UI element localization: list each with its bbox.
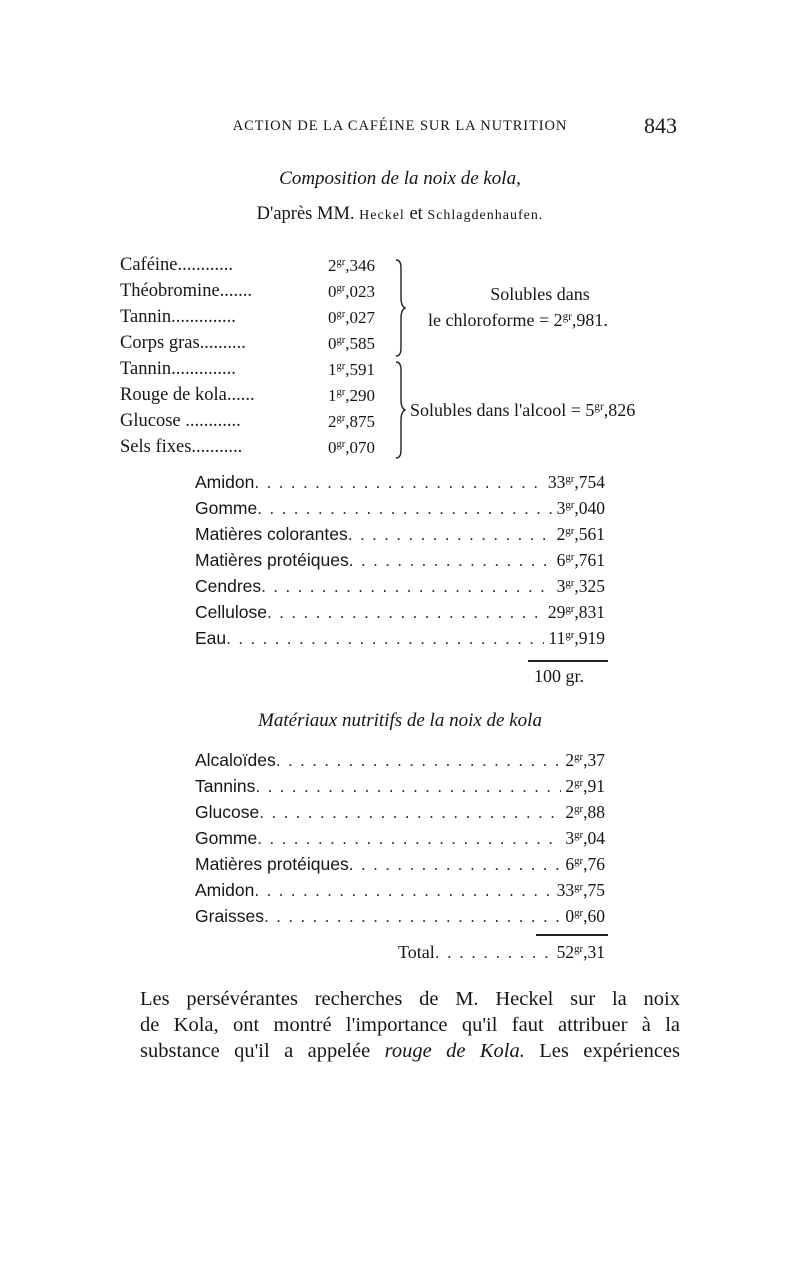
row-label: Caféine............ xyxy=(120,255,234,275)
row-value: $2^{gr},346$ xyxy=(328,256,376,275)
author-schlagdenhaufen: Schlagdenhaufen. xyxy=(427,208,544,223)
chloroform-note-line1: Solubles dans xyxy=(490,284,590,304)
row-label: Tannin.............. xyxy=(120,359,236,379)
row-label: Rouge de kola...... xyxy=(120,385,255,405)
author-heckel: Heckel xyxy=(359,208,405,223)
table-row: Amidon . . . $33^{gr},75$ xyxy=(195,880,605,901)
body-paragraph xyxy=(140,986,680,1064)
row-value: $0^{gr},070$ xyxy=(328,438,376,457)
row-value: $1^{gr},290$ xyxy=(328,386,376,405)
paragraph-line: de Kola, ont montré l'importance qu'il faut attribuer à la xyxy=(140,1014,680,1036)
table-row: Glucose . . . $2^{gr},88$ xyxy=(195,802,605,823)
row-label: Glucose ............ xyxy=(120,411,241,431)
table-row: Alcaloïdes . . . $2^{gr},37$ xyxy=(195,750,605,771)
page-number: 843 xyxy=(644,113,677,138)
table-row: Graisses . . . $0^{gr},60$ xyxy=(195,906,605,927)
table-row: Matières colorantes . . . $2^{gr},561$ xyxy=(195,524,605,545)
table-row: Matières protéiques . . . $6^{gr},76$ xyxy=(195,854,605,875)
table-row: Cellulose . . . $29^{gr},831$ xyxy=(195,602,605,623)
chloroform-note-line2: le chloroforme = $2^{gr},981$. xyxy=(428,310,608,330)
row-label: Corps gras.......... xyxy=(120,333,246,353)
table-caption-2: Matériaux nutritifs de la noix de kola xyxy=(258,710,542,731)
attribution-conjunction: et xyxy=(409,204,423,224)
row-value: $1^{gr},591$ xyxy=(328,360,376,379)
table-total: 100 gr. xyxy=(534,666,585,686)
table-attribution xyxy=(0,204,800,225)
row-label: Sels fixes........... xyxy=(120,437,243,457)
row-value: $0^{gr},027$ xyxy=(328,308,376,327)
row-value: $2^{gr},875$ xyxy=(328,412,376,431)
total-row: Total . . . $52^{gr},31$ xyxy=(398,942,605,963)
attribution-prefix: D'après MM. xyxy=(256,204,355,224)
brace-alcohol xyxy=(392,360,408,464)
table-row: Cendres . . . $3^{gr},325$ xyxy=(195,576,605,597)
table-row: Amidon . . . $33^{gr},754$ xyxy=(195,472,605,493)
table-row: Eau . . . $11^{gr},919$ xyxy=(195,628,605,649)
row-label: Tannin.............. xyxy=(120,307,236,327)
sum-rule xyxy=(528,660,608,662)
row-label: Théobromine....... xyxy=(120,281,253,301)
table-row: Tannins . . . $2^{gr},91$ xyxy=(195,776,605,797)
alcohol-note: Solubles dans l'alcool = $5^{gr},826$ xyxy=(410,400,636,420)
table-row: Gomme . . . $3^{gr},040$ xyxy=(195,498,605,519)
table-row: Gomme . . . $3^{gr},04$ xyxy=(195,828,605,849)
sum-rule xyxy=(536,934,608,936)
paragraph-line: Les persévérantes recherches de M. Heckel sur la noix xyxy=(140,988,680,1010)
paragraph-line: substance qu'il a appelée rouge de Kola. Les expériences xyxy=(140,1040,680,1062)
running-head-title: ACTION DE LA CAFÉINE SUR LA NUTRITION xyxy=(232,118,568,134)
table-row: Matières protéiques . . . $6^{gr},761$ xyxy=(195,550,605,571)
table-caption: Composition de la noix de kola, xyxy=(279,168,521,189)
row-value: $0^{gr},585$ xyxy=(328,334,376,353)
row-value: $0^{gr},023$ xyxy=(328,282,376,301)
